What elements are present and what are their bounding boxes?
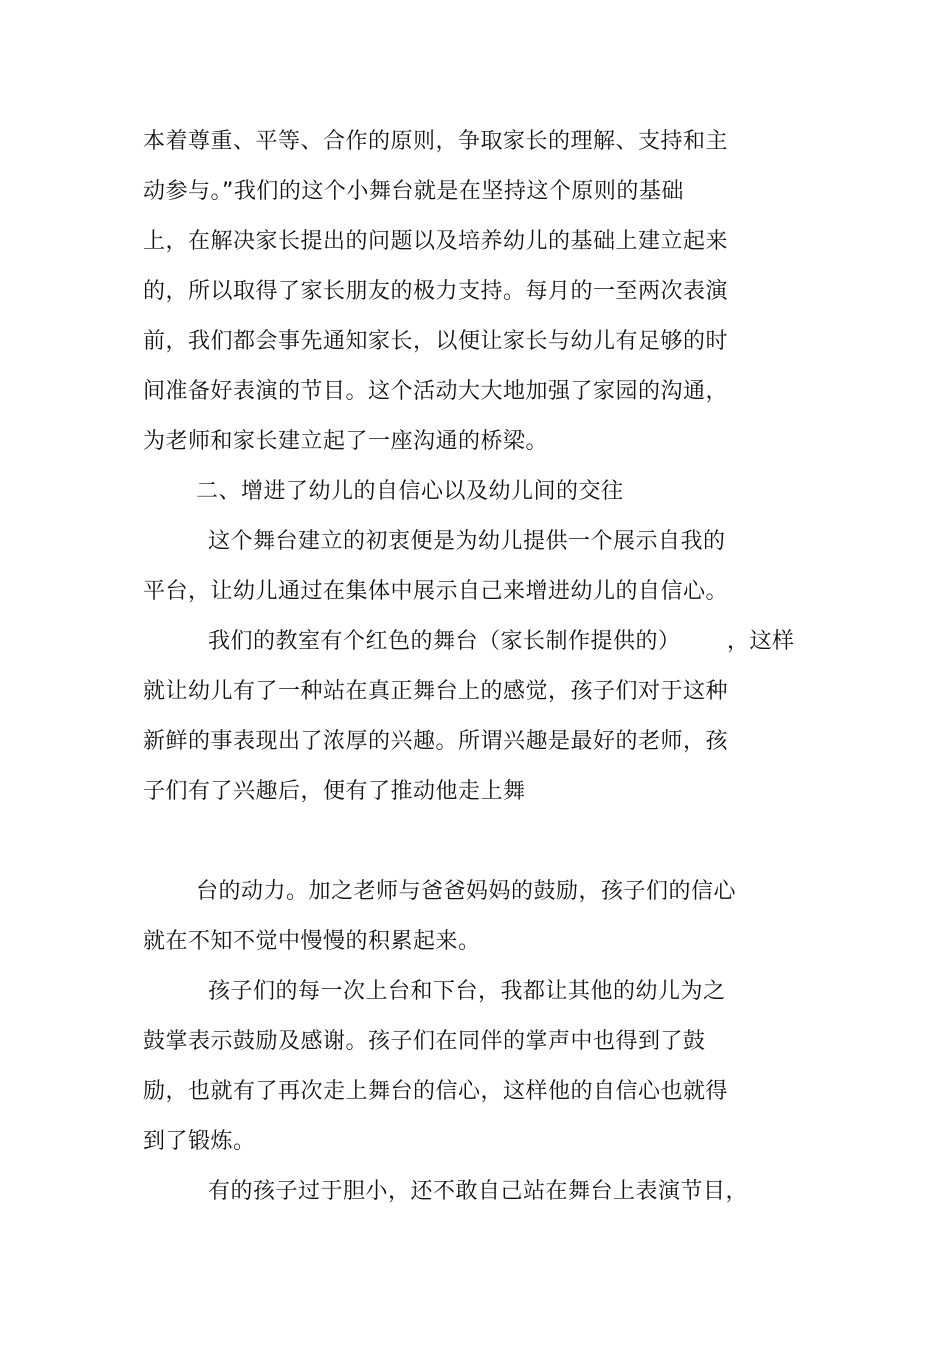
section-heading: 二、增进了幼儿的自信心以及幼儿间的交往 <box>196 479 624 504</box>
text-line: 我们的教室有个红色的舞台（家长制作提供的） <box>208 629 681 654</box>
text-line: 为老师和家长建立起了一座沟通的桥梁。 <box>143 429 549 454</box>
text-line: 这个舞台建立的初衷便是为幼儿提供一个展示自我的 <box>208 529 726 554</box>
text-line: 孩子们的每一次上台和下台，我都让其他的幼儿为之 <box>208 979 726 1004</box>
text-line: 台的动力。加之老师与爸爸妈妈的鼓励，孩子们的信心 <box>196 879 737 904</box>
text-line: 间准备好表演的节目。这个活动大大地加强了家园的沟通， <box>143 379 729 404</box>
text-line: 子们有了兴趣后，便有了推动他走上舞 <box>143 779 526 804</box>
text-line: 有的孩子过于胆小，还不敢自己站在舞台上表演节目， <box>208 1179 749 1204</box>
text-line: 本着尊重、平等、合作的原则，争取家长的理解、支持和主 <box>143 129 729 154</box>
text-line: 上，在解决家长提出的问题以及培养幼儿的基础上建立起来 <box>143 229 729 254</box>
text-line-fragment: ，这样 <box>727 629 795 654</box>
text-line: 励，也就有了再次走上舞台的信心，这样他的自信心也就得 <box>143 1079 729 1104</box>
text-line: 动参与。”我们的这个小舞台就是在坚持这个原则的基础 <box>143 179 684 204</box>
text-line: 的，所以取得了家长朋友的极力支持。每月的一至两次表演 <box>143 279 729 304</box>
text-line: 平台，让幼儿通过在集体中展示自己来增进幼儿的自信心。 <box>143 579 729 604</box>
text-line: 新鲜的事表现出了浓厚的兴趣。所谓兴趣是最好的老师，孩 <box>143 729 729 754</box>
text-line: 就让幼儿有了一种站在真正舞台上的感觉，孩子们对于这种 <box>143 679 729 704</box>
text-line: 到了锻炼。 <box>143 1129 256 1154</box>
text-line: 鼓掌表示鼓励及感谢。孩子们在同伴的掌声中也得到了鼓 <box>143 1029 706 1054</box>
text-line: 前，我们都会事先通知家长，以便让家长与幼儿有足够的时 <box>143 329 729 354</box>
text-line: 就在不知不觉中慢慢的积累起来。 <box>143 929 481 954</box>
